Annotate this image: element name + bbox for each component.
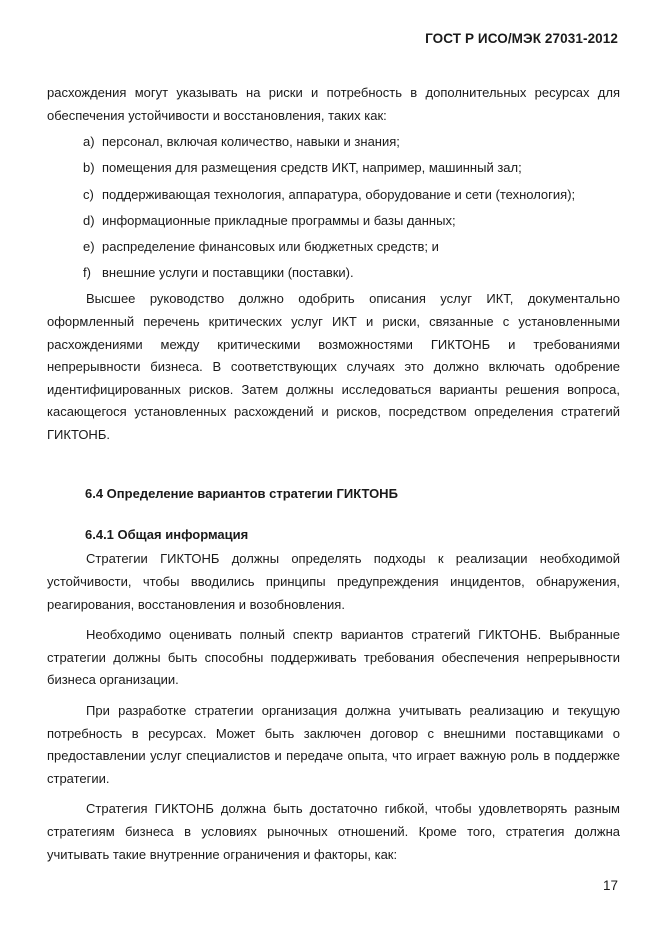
list-item-marker: a) — [83, 134, 95, 150]
list-item — [47, 129, 620, 155]
subsection-heading: 6.4.1 Общая информация — [85, 527, 249, 543]
list-item — [47, 234, 620, 260]
list-item-text: внешние услуги и поставщики (поставки). — [102, 265, 354, 281]
list-item-marker: d) — [83, 212, 95, 228]
strategy-paragraph: При разработке стратегии организация должна учитывать реализацию и текущую потребность в ресурсах. Может быть заключен договор с внешними поставщиками о предоставлении услуг специалистов и передаче опыта, что играет важную роль в поддержке стратегии. — [47, 703, 620, 786]
resource-list — [47, 129, 620, 286]
list-item-text: информационные прикладные программы и базы данных; — [102, 212, 456, 228]
list-item-marker: f) — [83, 265, 91, 281]
page-number: 17 — [602, 878, 618, 893]
list-item — [47, 155, 620, 181]
strategy-paragraph: Стратегии ГИКТОНБ должны определять подходы к реализации необходимой устойчивости, чтобы вводились принципы предупреждения инцидентов, обнаружения, реагирования, восстановления и возобновления. — [47, 551, 620, 612]
list-item-text: персонал, включая количество, навыки и знания; — [102, 134, 400, 150]
intro-paragraph: расхождения могут указывать на риски и потребность в дополнительных ресурсах для обеспечения устойчивости и восстановления, таких как: — [47, 85, 620, 123]
document-header: ГОСТ Р ИСО/МЭК 27031-2012 — [425, 31, 618, 46]
page-content — [47, 82, 620, 866]
section-heading: 6.4 Определение вариантов стратегии ГИКТОНБ — [85, 486, 398, 502]
list-item-text: помещения для размещения средств ИКТ, например, машинный зал; — [102, 160, 522, 176]
management-approval-paragraph: Высшее руководство должно одобрить описания услуг ИКТ, документально оформленный перечень критических услуг ИКТ и риски, связанные с установленными расхождениями между критическими возможностями ГИКТОНБ и требованиями непрерывности бизнеса. В соответствующих случаях это должно включать одобрение идентифицированных рисков. Затем должны исследоваться варианты решения вопроса, касающегося установленных расхождений и рисков, посредством определения стратегий ГИКТОНБ. — [47, 291, 620, 442]
list-item-text: распределение финансовых или бюджетных средств; и — [102, 238, 439, 254]
list-item-text: поддерживающая технология, аппаратура, оборудование и сети (технология); — [102, 186, 576, 202]
list-item — [47, 208, 620, 234]
list-item — [47, 260, 620, 286]
strategy-paragraph: Стратегия ГИКТОНБ должна быть достаточно гибкой, чтобы удовлетворять разным стратегиям бизнеса в условиях рыночных отношений. Кроме того, стратегия должна учитывать такие внутренние ограничения и факторы, как: — [47, 801, 620, 862]
list-item-marker: c) — [83, 186, 94, 202]
list-item-marker: b) — [83, 160, 95, 176]
list-item-marker: e) — [83, 238, 95, 254]
strategy-paragraph: Необходимо оценивать полный спектр вариантов стратегий ГИКТОНБ. Выбранные стратегии должны быть способны поддерживать требования обеспечения непрерывности бизнеса организации. — [47, 627, 620, 688]
list-item — [47, 182, 620, 208]
